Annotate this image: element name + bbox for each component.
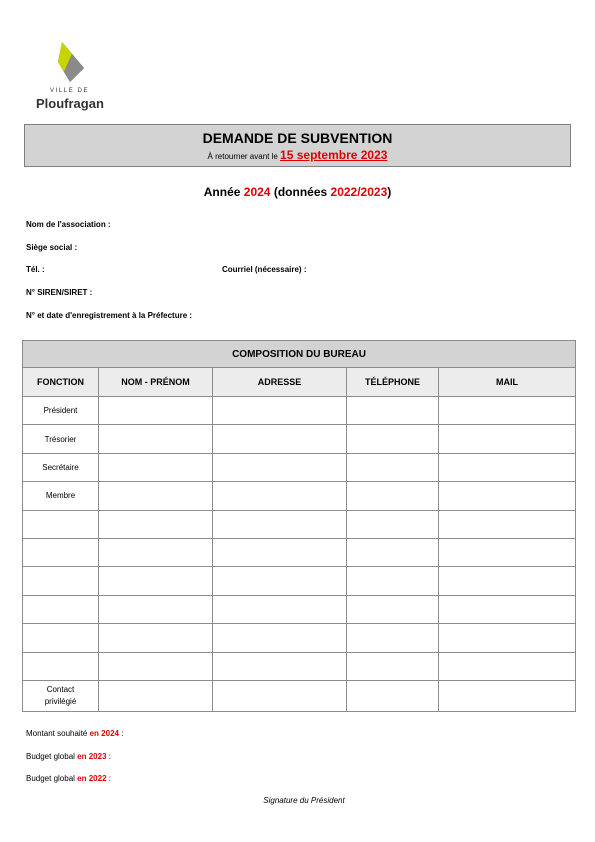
cell-input[interactable] — [213, 453, 347, 481]
budget1-year: en 2023 — [77, 752, 107, 761]
cell-input[interactable] — [347, 397, 439, 425]
cell-input[interactable] — [439, 538, 576, 566]
cell-input[interactable] — [99, 538, 213, 566]
cell-input[interactable] — [99, 510, 213, 538]
cell-input[interactable] — [439, 680, 576, 711]
cell-input[interactable] — [213, 510, 347, 538]
cell-input[interactable] — [213, 652, 347, 680]
cell-input[interactable] — [99, 453, 213, 481]
row-fonction: Secrétaire — [23, 453, 99, 481]
cell-input[interactable] — [213, 425, 347, 453]
col-telephone: TÉLÉPHONE — [347, 368, 439, 397]
table-row — [23, 624, 576, 652]
cell-input[interactable] — [347, 510, 439, 538]
table-row — [23, 595, 576, 623]
year-mid: (données — [273, 185, 328, 199]
montant-colon: : — [121, 729, 124, 738]
row-fonction[interactable] — [23, 510, 99, 538]
montant-label: Montant souhaité — [26, 729, 88, 738]
cell-input[interactable] — [439, 624, 576, 652]
cell-input[interactable] — [213, 397, 347, 425]
ploufragan-logo — [34, 42, 114, 114]
table-row — [23, 453, 576, 481]
cell-input[interactable] — [439, 397, 576, 425]
row-fonction[interactable] — [23, 624, 99, 652]
target-year: 2024 — [243, 185, 271, 199]
year-suffix: ) — [387, 185, 392, 199]
bureau-table — [22, 340, 576, 712]
logo-mark-icon — [58, 42, 86, 84]
contact-line2: privilégié — [44, 696, 77, 706]
cell-input[interactable] — [99, 652, 213, 680]
budget-2023-field[interactable] — [26, 752, 111, 761]
cell-input[interactable] — [347, 538, 439, 566]
signature-label: Signature du Président — [263, 796, 345, 805]
table-row — [23, 538, 576, 566]
budget2-label: Budget global — [26, 774, 75, 783]
return-deadline — [25, 148, 570, 162]
row-fonction[interactable] — [23, 595, 99, 623]
return-prefix: À retourner avant le — [207, 152, 278, 161]
budget2-colon: : — [108, 774, 111, 783]
cell-input[interactable] — [347, 652, 439, 680]
cell-input[interactable] — [213, 538, 347, 566]
table-row — [23, 397, 576, 425]
cell-input[interactable] — [347, 680, 439, 711]
cell-input[interactable] — [439, 652, 576, 680]
cell-input[interactable] — [99, 624, 213, 652]
table-row — [23, 482, 576, 510]
table-caption: COMPOSITION DU BUREAU — [23, 341, 576, 368]
budget1-label: Budget global — [26, 752, 75, 761]
siren-field[interactable]: N° SIREN/SIRET : — [26, 288, 93, 297]
telephone-field[interactable]: Tél. : — [26, 265, 45, 274]
prefecture-field[interactable]: N° et date d'enregistrement à la Préfecture : — [26, 311, 193, 320]
row-fonction[interactable] — [23, 538, 99, 566]
col-nom-prenom: NOM - PRÉNOM — [99, 368, 213, 397]
cell-input[interactable] — [99, 595, 213, 623]
budget-2022-field[interactable] — [26, 774, 111, 783]
cell-input[interactable] — [99, 680, 213, 711]
table-row — [23, 425, 576, 453]
contact-line1: Contact — [46, 684, 75, 694]
montant-year: en 2024 — [89, 729, 119, 738]
cell-input[interactable] — [439, 595, 576, 623]
cell-input[interactable] — [213, 624, 347, 652]
cell-input[interactable] — [99, 567, 213, 595]
col-mail: MAIL — [439, 368, 576, 397]
row-fonction: Président — [23, 397, 99, 425]
table-row — [23, 652, 576, 680]
row-fonction: Membre — [23, 482, 99, 510]
cell-input[interactable] — [99, 425, 213, 453]
table-row-contact — [23, 680, 576, 711]
cell-input[interactable] — [439, 482, 576, 510]
row-fonction[interactable] — [23, 652, 99, 680]
cell-input[interactable] — [347, 595, 439, 623]
row-fonction[interactable] — [23, 567, 99, 595]
year-line — [0, 185, 595, 199]
table-row — [23, 510, 576, 538]
year-prefix: Année — [203, 185, 241, 199]
cell-input[interactable] — [213, 680, 347, 711]
cell-input[interactable] — [347, 567, 439, 595]
row-fonction: Trésorier — [23, 425, 99, 453]
cell-input[interactable] — [347, 482, 439, 510]
cell-input[interactable] — [347, 453, 439, 481]
cell-input[interactable] — [213, 482, 347, 510]
cell-input[interactable] — [439, 567, 576, 595]
table-row — [23, 567, 576, 595]
logo-small-text: VILLE DE — [50, 88, 90, 94]
courriel-field[interactable]: Courriel (nécessaire) : — [222, 265, 307, 274]
cell-input[interactable] — [213, 567, 347, 595]
col-adresse: ADRESSE — [213, 368, 347, 397]
page-title: DEMANDE DE SUBVENTION — [202, 130, 393, 146]
col-fonction: FONCTION — [23, 368, 99, 397]
cell-input[interactable] — [213, 595, 347, 623]
row-fonction-contact — [23, 680, 99, 711]
title-box — [24, 124, 571, 167]
cell-input[interactable] — [347, 624, 439, 652]
cell-input[interactable] — [439, 510, 576, 538]
montant-souhaite-field[interactable] — [26, 729, 123, 738]
logo-name: Ploufragan — [36, 96, 104, 111]
budget2-year: en 2022 — [77, 774, 107, 783]
cell-input[interactable] — [99, 397, 213, 425]
cell-input[interactable] — [439, 453, 576, 481]
siege-social-field[interactable]: Siège social : — [26, 243, 78, 252]
cell-input[interactable] — [99, 482, 213, 510]
association-name-field[interactable]: Nom de l'association : — [26, 220, 111, 229]
budget1-colon: : — [108, 752, 111, 761]
deadline-date: 15 septembre 2023 — [280, 148, 388, 162]
cell-input[interactable] — [347, 425, 439, 453]
cell-input[interactable] — [439, 425, 576, 453]
data-years: 2022/2023 — [330, 185, 388, 199]
